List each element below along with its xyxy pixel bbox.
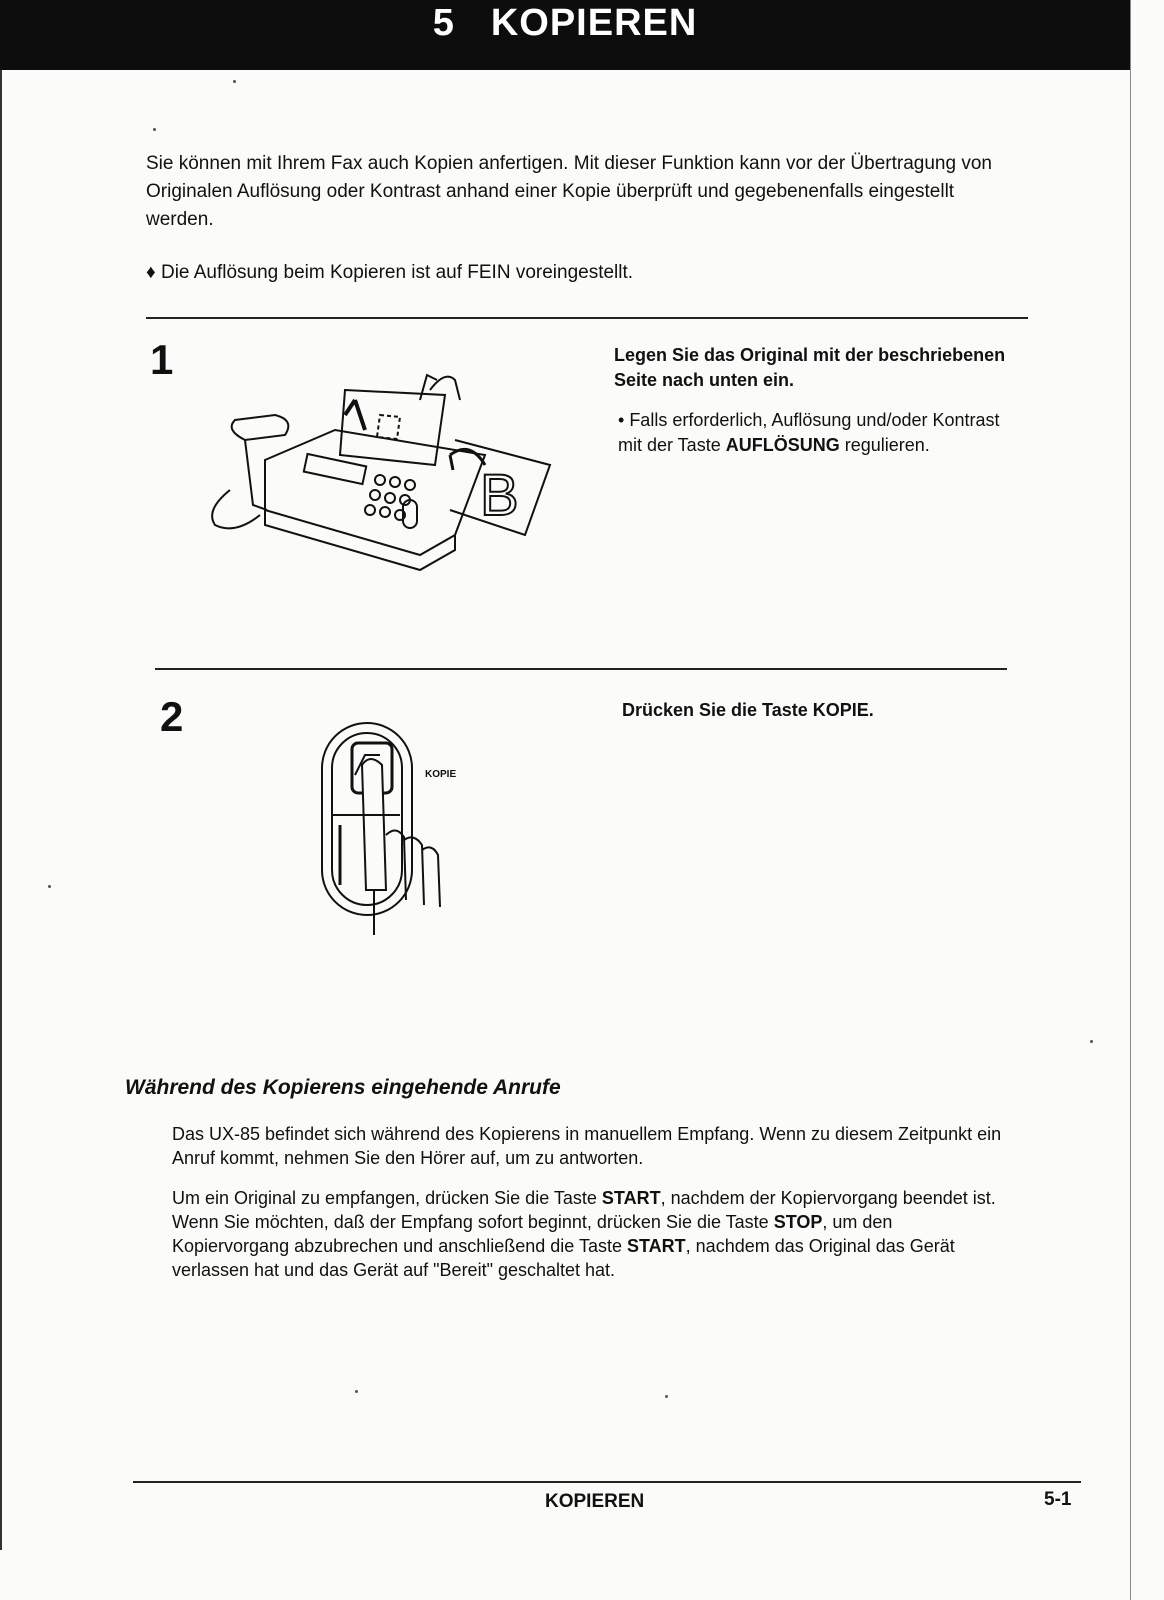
step-2-number: 2 xyxy=(160,693,184,740)
section-paragraph-1: Das UX-85 befindet sich während des Kopierens in manuellem Empfang. Wenn zu diesem Zeitpunkt ein Anruf kommt, nehmen Sie den Hörer auf, um zu antworten. xyxy=(172,1124,1002,1168)
key-start-2: START xyxy=(627,1236,686,1256)
para2-a: Um ein Original zu empfangen, drücken Sie die Taste xyxy=(172,1188,597,1208)
chapter-name: KOPIEREN xyxy=(490,2,698,44)
step-1-heading: Legen Sie das Original mit der beschriebenen Seite nach unten ein. xyxy=(614,345,1006,390)
para2-b: , nachdem der Kopiervorgang beendet ist. Wenn Sie möchten, daß der Empfang sofort beginnt, drücken Sie die Taste xyxy=(172,1188,996,1232)
note-bullet: ♦ xyxy=(146,262,156,283)
chapter-number: 5 xyxy=(432,2,455,44)
footer-page-number: 5-1 xyxy=(1044,1489,1072,1510)
footer-rule xyxy=(133,1481,1081,1483)
scan-speck xyxy=(153,128,156,131)
fax-machine-illustration xyxy=(205,360,565,580)
section-title: Während des Kopierens eingehende Anrufe xyxy=(125,1076,561,1099)
chapter-title xyxy=(0,2,1130,45)
scan-speck xyxy=(1090,1040,1093,1043)
letter-b-figure: B xyxy=(480,463,519,528)
intro-paragraph: Sie können mit Ihrem Fax auch Kopien anfertigen. Mit dieser Funktion kann vor der Übertragung von Originalen Auflösung oder Kontrast anhand einer Kopie überprüft und gegebenenfalls eingestellt werden. xyxy=(146,153,992,230)
step-1-number: 1 xyxy=(150,336,174,383)
note-line xyxy=(146,262,633,284)
scan-edge-right xyxy=(1130,0,1131,1600)
step-2-heading: Drücken Sie die Taste KOPIE. xyxy=(622,700,874,720)
section-paragraph-2 xyxy=(172,1186,1002,1282)
key-stop: STOP xyxy=(773,1212,823,1232)
key-start: START xyxy=(601,1188,661,1208)
scan-speck xyxy=(233,80,236,83)
scan-speck xyxy=(48,885,51,888)
chapter-header xyxy=(0,0,1130,70)
note-text: Die Auflösung beim Kopieren ist auf FEIN voreingestellt. xyxy=(160,262,634,283)
key-aufloesung: AUFLÖSUNG xyxy=(725,435,840,455)
kopie-key-label: KOPIE xyxy=(425,769,457,780)
step-1-bullet xyxy=(618,408,1018,458)
kopie-button-illustration xyxy=(300,715,500,940)
step-2-rule xyxy=(155,668,1007,670)
bullet-dot: • xyxy=(618,410,630,430)
step-1-bullet-text: Falls erforderlich, Auflösung und/oder Kontrast mit der Taste xyxy=(618,410,1000,455)
para2-d: , nachdem das Original das Gerät verlassen hat und das Gerät auf "Bereit" geschaltet hat. xyxy=(172,1236,955,1280)
footer-chapter: KOPIEREN xyxy=(545,1491,645,1512)
scan-speck xyxy=(665,1395,668,1398)
para2-c: , um den Kopiervorgang abzubrechen und anschließend die Taste xyxy=(172,1212,893,1256)
step-1-rule xyxy=(146,317,1028,319)
scan-edge-left xyxy=(0,70,2,1550)
step-1-bullet-tail: regulieren. xyxy=(844,435,930,455)
scan-speck xyxy=(355,1390,358,1393)
